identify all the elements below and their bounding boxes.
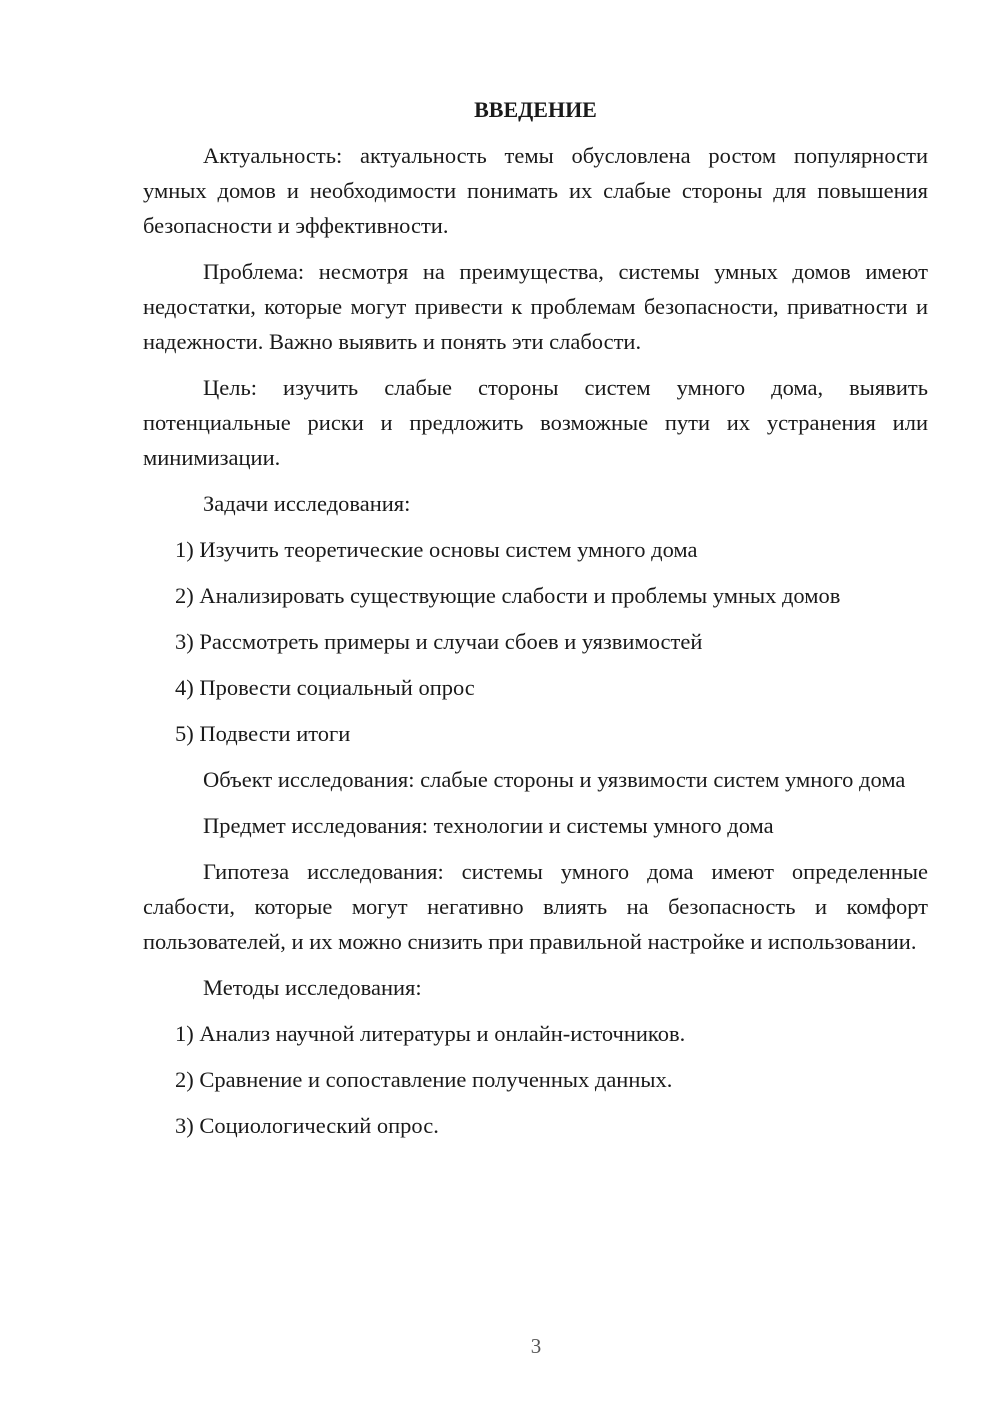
task-item-4: 4) Провести социальный опрос bbox=[175, 675, 475, 700]
problem-paragraph: Проблема: несмотря на преимущества, системы умных домов имеют недостатки, которые могут привести к проблемам безопасности, приватности и надежности. Важно выявить и понять эти слабости. bbox=[143, 259, 928, 354]
task-item-3: 3) Рассмотреть примеры и случаи сбоев и уязвимостей bbox=[175, 629, 703, 654]
page-content bbox=[143, 94, 928, 1154]
relevance-paragraph: Актуальность: актуальность темы обусловлена ростом популярности умных домов и необходимости понимать их слабые стороны для повышения безопасности и эффективности. bbox=[143, 143, 928, 238]
hypothesis-paragraph: Гипотеза исследования: системы умного дома имеют определенные слабости, которые могут негативно влиять на безопасность и комфорт пользователей, и их можно снизить при правильной настройке и использовании. bbox=[143, 859, 928, 954]
page-title: ВВЕДЕНИЕ bbox=[474, 97, 597, 122]
method-item-1: 1) Анализ научной литературы и онлайн-источников. bbox=[175, 1021, 686, 1046]
goal-paragraph: Цель: изучить слабые стороны систем умного дома, выявить потенциальные риски и предложить возможные пути их устранения или минимизации. bbox=[143, 375, 928, 470]
methods-heading: Методы исследования: bbox=[203, 975, 422, 1000]
tasks-heading: Задачи исследования: bbox=[203, 491, 411, 516]
method-item-3: 3) Социологический опрос. bbox=[175, 1113, 439, 1138]
page-number: 3 bbox=[530, 1334, 542, 1358]
task-item-2: 2) Анализировать существующие слабости и проблемы умных домов bbox=[175, 583, 841, 608]
subject-paragraph: Предмет исследования: технологии и системы умного дома bbox=[203, 813, 774, 838]
task-item-5: 5) Подвести итоги bbox=[175, 721, 351, 746]
object-paragraph: Объект исследования: слабые стороны и уязвимости систем умного дома bbox=[203, 767, 906, 792]
method-item-2: 2) Сравнение и сопоставление полученных данных. bbox=[175, 1067, 673, 1092]
task-item-1: 1) Изучить теоретические основы систем умного дома bbox=[175, 537, 698, 562]
